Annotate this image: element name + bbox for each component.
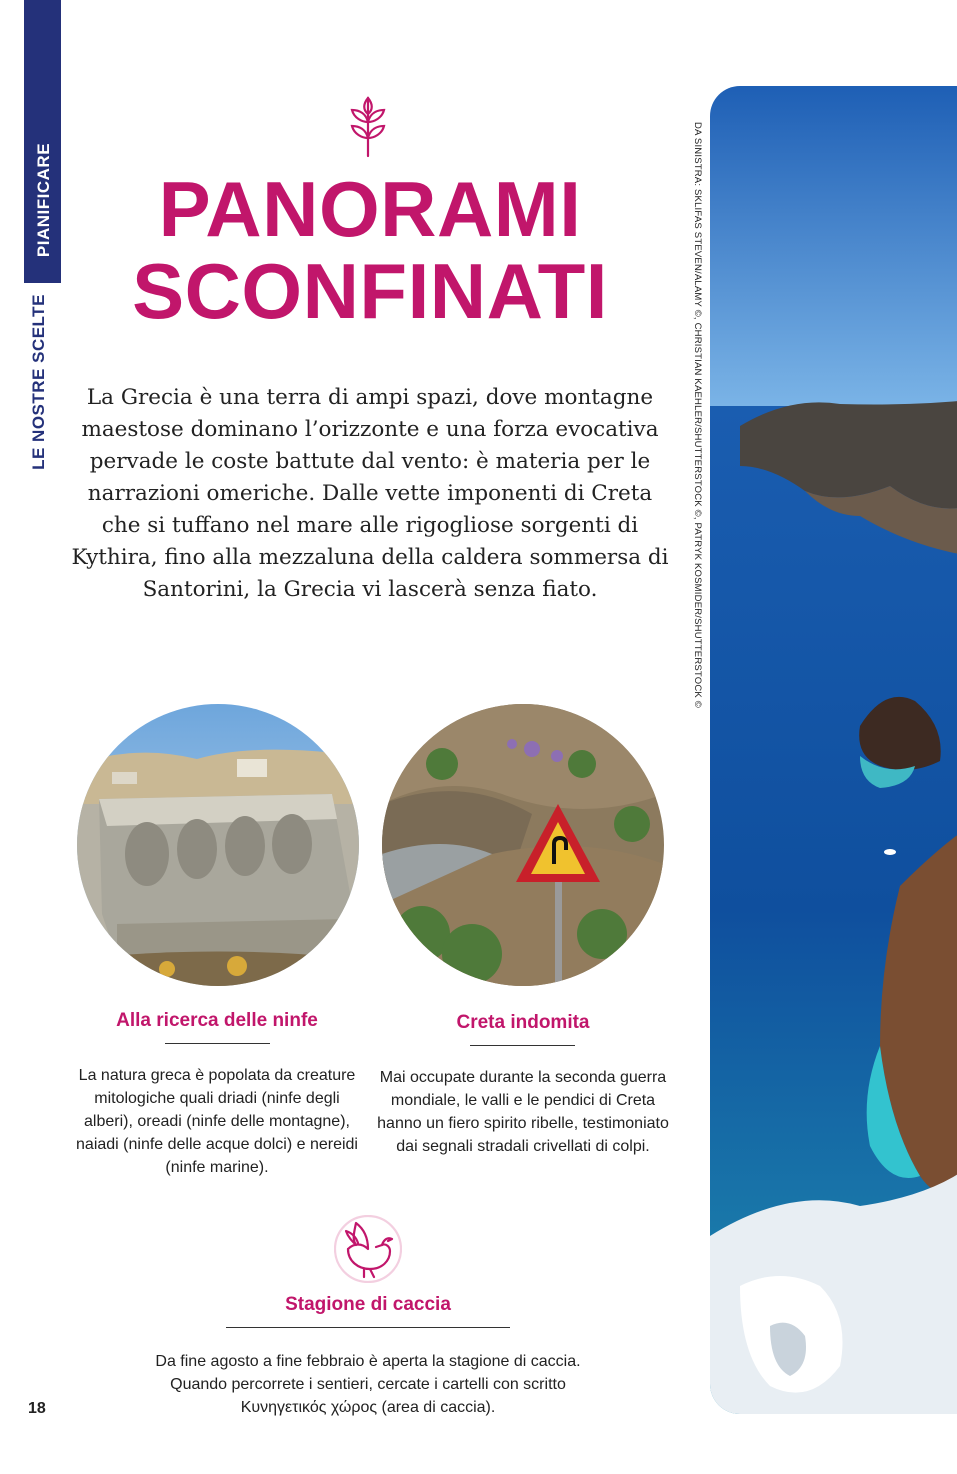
intro-paragraph: La Grecia è una terra di ampi spazi, dove montagne maestose dominano l’orizzonte e una forza evocativa pervade le coste battute dal vento: è materia per le narrazioni omeriche. Dalle vette imponenti di Creta che si tuffano nel mare alle rigogliose sorgenti di Kythira, fino alla mezzaluna della caldera sommersa di Santorini, la Grecia vi lascerà senza fiato. [71,385,669,602]
feature-text-crete: Mai occupate durante la seconda guerra mondiale, le valli e le pendici di Creta hanno un fiero spirito ribelle, testimoniato dai segnali stradali crivellati di colpi. [377,1069,669,1155]
divider [226,1327,510,1328]
feature-title-nymphs: Alla ricerca delle ninfe [116,1010,318,1031]
photo-credit-text: DA SINISTRA: SKLIFAS STEVEN/ALAMY ©, CHRISTIAN KAEHLER/SHUTTERSTOCK ©, PATRYK KOSMIDER/SHUTTERSTOCK © [692,122,703,708]
hunting-line-2: Quando percorrete i sentieri, cercate i cartelli con scritto [170,1376,566,1393]
hunting-line-1: Da fine agosto a fine febbraio è aperta la stagione di caccia. [155,1353,581,1370]
sidebar-tab-label: PIANIFICARE [34,142,53,258]
hunting-line-3: Κυνηγετικός χώρος (area di caccia). [240,1399,496,1416]
photo-stone-relief [77,704,359,986]
dove-icon [334,1215,402,1283]
page-title [80,165,660,335]
feature-title-crete: Creta indomita [456,1012,590,1033]
title-line-2: SCONFINATI [132,247,608,335]
divider [470,1045,575,1046]
photo-santorini-caldera [710,86,957,1414]
feature-title-hunting: Stagione di caccia [285,1294,451,1315]
photo-road-sign [382,704,664,986]
section-label: LE NOSTRE SCELTE [29,294,48,470]
page-number: 18 [28,1400,46,1417]
leaf-sprig-icon [344,92,392,158]
feature-text-hunting [120,1350,616,1419]
divider [165,1043,270,1044]
feature-text-nymphs: La natura greca è popolata da creature mitologiche quali driadi (ninfe degli alberi), oreadi (ninfe delle montagne), naiadi (ninfe delle acque dolci) e nereidi (ninfe marine). [76,1067,358,1176]
title-line-1: PANORAMI [158,165,582,253]
photo-credit [692,122,709,722]
